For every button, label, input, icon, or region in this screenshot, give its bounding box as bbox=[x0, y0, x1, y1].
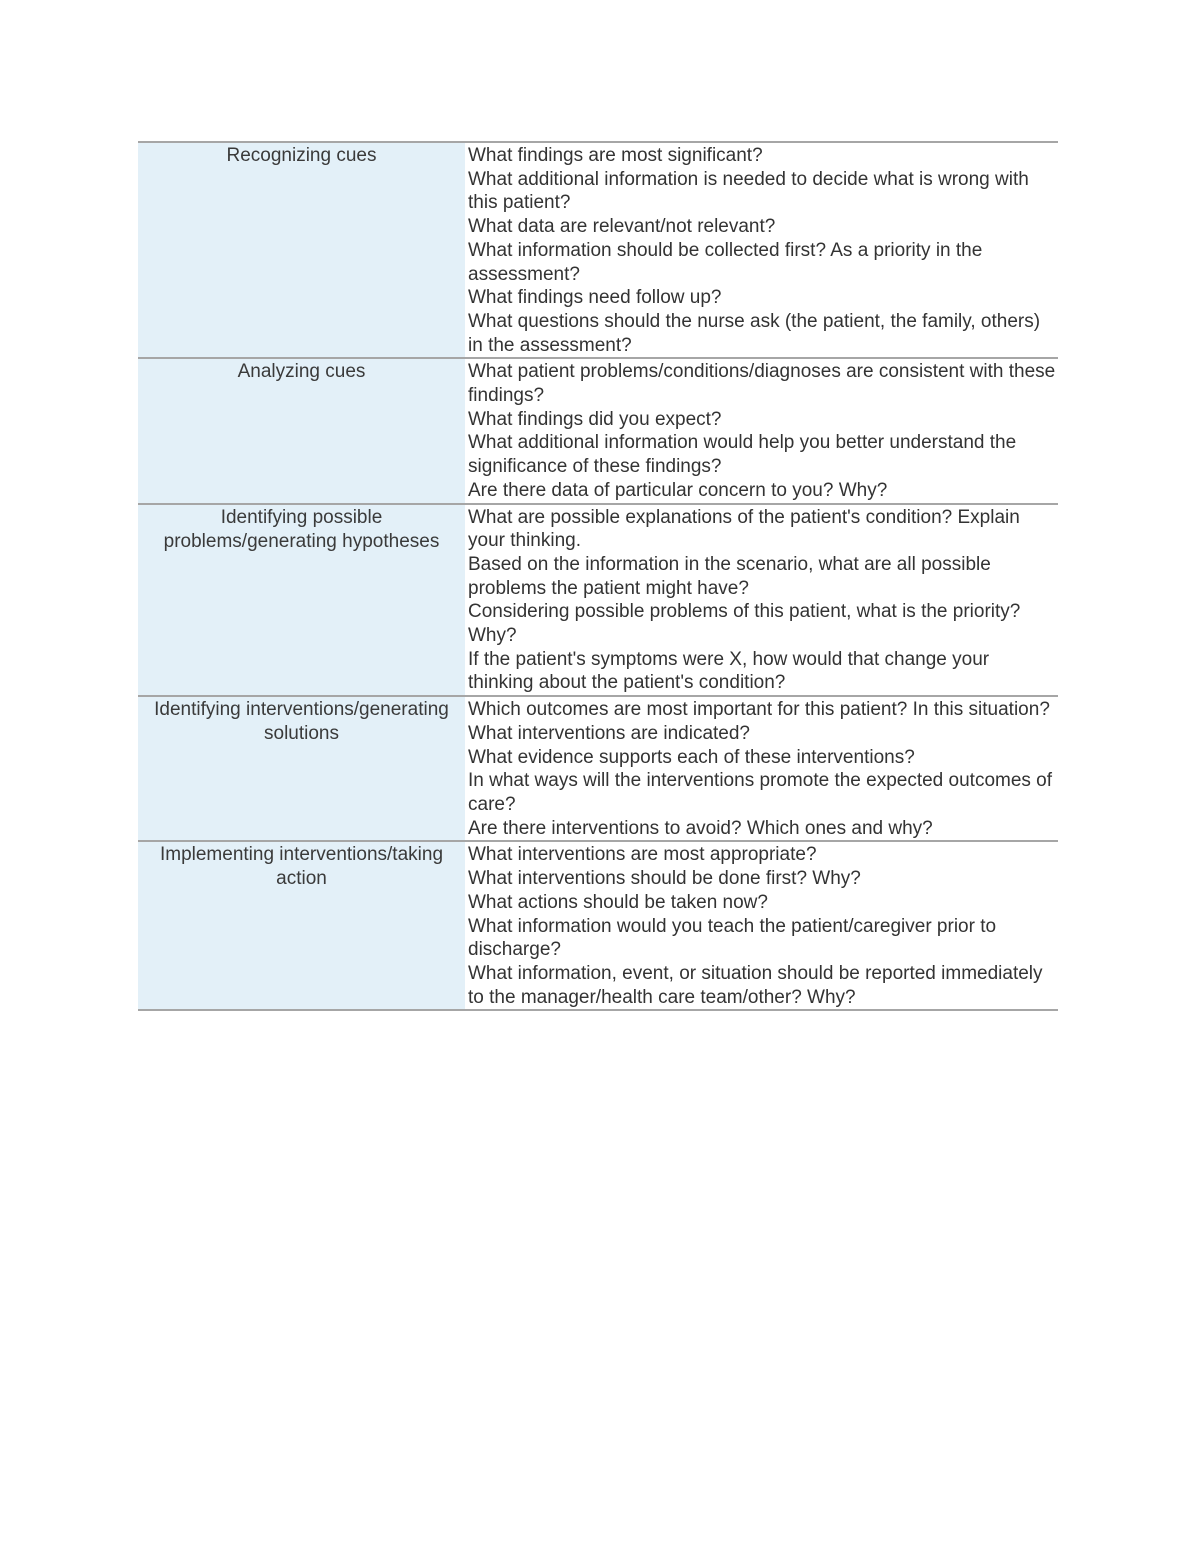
questions-cell bbox=[465, 841, 1058, 1010]
table-row bbox=[138, 358, 1058, 503]
question-line: Are there interventions to avoid? Which ones and why? bbox=[468, 817, 933, 839]
question-line: What information, event, or situation should be reported immediately to the manager/health care team/other? Why? bbox=[468, 962, 1043, 1008]
question-line: Which outcomes are most important for this patient? In this situation? bbox=[468, 699, 1050, 721]
table-row bbox=[138, 696, 1058, 841]
table-body bbox=[138, 142, 1058, 1010]
question-line: What questions should the nurse ask (the patient, the family, others) in the assessment? bbox=[468, 310, 1041, 356]
question-line: If the patient's symptoms were X, how would that change your thinking about the patient's condition? bbox=[468, 648, 990, 694]
question-line: What data are relevant/not relevant? bbox=[468, 216, 776, 238]
clinical-judgment-table bbox=[138, 141, 1058, 1011]
table-row bbox=[138, 504, 1058, 697]
question-line: What information would you teach the patient/caregiver prior to discharge? bbox=[468, 915, 997, 961]
question-line: Considering possible problems of this patient, what is the priority? Why? bbox=[468, 601, 1021, 647]
table-row bbox=[138, 142, 1058, 358]
step-cell: Identifying possible problems/generating hypotheses bbox=[138, 504, 465, 697]
question-line: What findings did you expect? bbox=[468, 408, 722, 430]
question-line: What information should be collected first? As a priority in the assessment? bbox=[468, 239, 983, 285]
question-line: What additional information is needed to decide what is wrong with this patient? bbox=[468, 168, 1029, 214]
questions-cell bbox=[465, 142, 1058, 358]
question-line: What patient problems/conditions/diagnoses are consistent with these findings? bbox=[468, 361, 1056, 407]
questions-cell bbox=[465, 358, 1058, 503]
question-line: Based on the information in the scenario, what are all possible problems the patient might have? bbox=[468, 553, 991, 599]
question-line: What actions should be taken now? bbox=[468, 891, 768, 913]
step-cell: Recognizing cues bbox=[138, 142, 465, 358]
question-line: Are there data of particular concern to you? Why? bbox=[468, 479, 888, 501]
questions-cell bbox=[465, 504, 1058, 697]
question-line: What evidence supports each of these interventions? bbox=[468, 746, 915, 768]
table-row bbox=[138, 841, 1058, 1010]
step-cell: Implementing interventions/taking action bbox=[138, 841, 465, 1010]
question-line: What findings need follow up? bbox=[468, 287, 722, 309]
question-line: In what ways will the interventions promote the expected outcomes of care? bbox=[468, 770, 1053, 815]
question-line: What interventions are indicated? bbox=[468, 722, 750, 744]
question-line: What interventions should be done first? Why? bbox=[468, 868, 861, 890]
step-cell: Analyzing cues bbox=[138, 358, 465, 503]
question-line: What are possible explanations of the patient's condition? Explain your thinking. bbox=[468, 506, 1020, 552]
question-line: What findings are most significant? bbox=[468, 145, 763, 166]
step-cell: Identifying interventions/generating solutions bbox=[138, 696, 465, 841]
question-line: What additional information would help you better understand the significance of these findings? bbox=[468, 432, 1017, 478]
question-line: What interventions are most appropriate? bbox=[468, 844, 817, 866]
questions-cell bbox=[465, 696, 1058, 841]
